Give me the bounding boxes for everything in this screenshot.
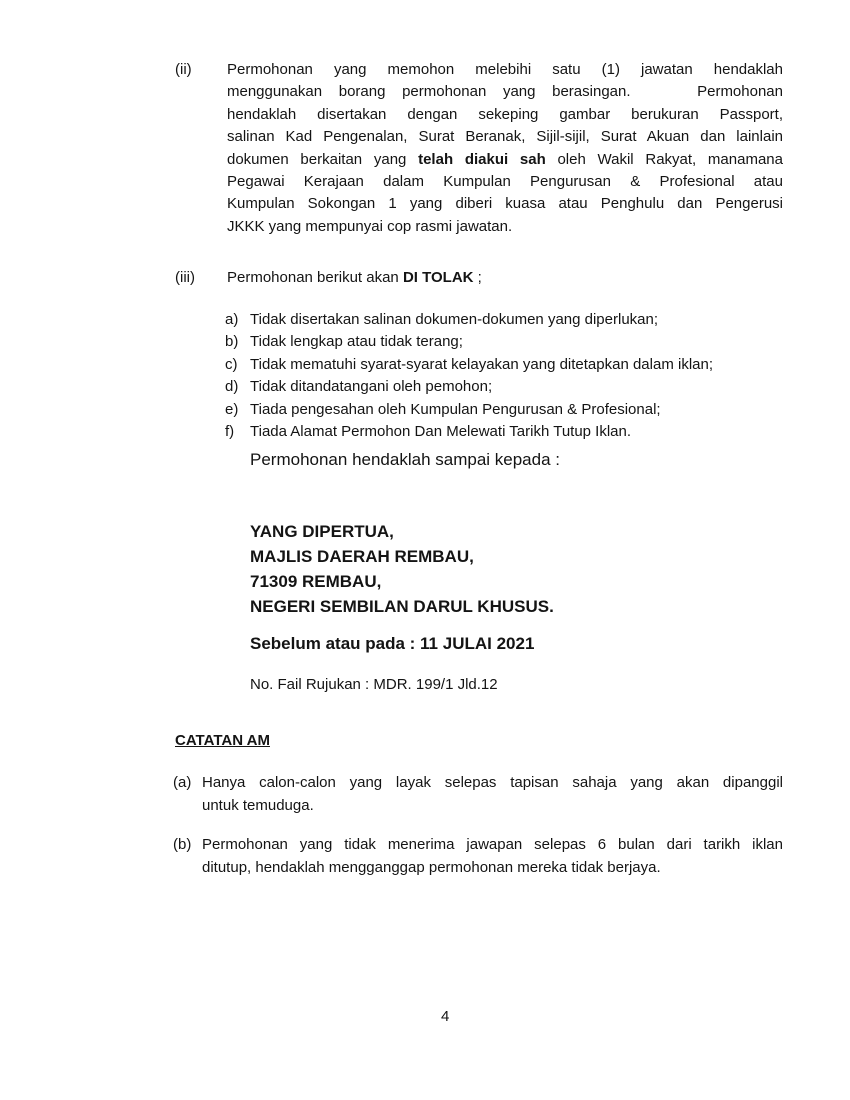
list-item xyxy=(225,399,713,421)
address-block xyxy=(250,519,554,619)
clause-ii-line-2: menggunakan borang permohonan yang berasingan. Permohonan xyxy=(227,83,783,101)
note-b-marker: (b) xyxy=(173,836,192,853)
file-reference: No. Fail Rujukan : MDR. 199/1 Jld.12 xyxy=(250,676,498,693)
clause-iii-marker: (iii) xyxy=(175,269,195,286)
list-item-text: Tidak ditandatangani oleh pemohon; xyxy=(250,378,493,396)
note-a-line-2: untuk temuduga. xyxy=(202,797,314,814)
list-item-text: Tidak mematuhi syarat-syarat kelayakan yang ditetapkan dalam iklan; xyxy=(250,355,714,373)
note-a-line-1: Hanya calon-calon yang layak selepas tapisan sahaja yang akan dipanggil xyxy=(202,774,783,791)
rejection-list xyxy=(225,309,713,443)
note-b-body xyxy=(202,833,783,879)
list-item xyxy=(225,376,713,398)
list-item-marker: d) xyxy=(225,378,239,396)
list-item-text: Tidak lengkap atau tidak terang; xyxy=(250,333,463,351)
note-b-line-1: Permohonan yang tidak menerima jawapan selepas 6 bulan dari tarikh iklan xyxy=(202,836,783,853)
clause-iii-post: ; xyxy=(473,269,482,286)
address-line-4: NEGERI SEMBILAN DARUL KHUSUS. xyxy=(250,597,554,616)
clause-iii-pre: Permohonan berikut akan xyxy=(227,269,403,286)
clause-iii-body xyxy=(227,267,482,289)
address-line-2: MAJLIS DAERAH REMBAU, xyxy=(250,547,474,566)
note-b-line-2: ditutup, hendaklah mengganggap permohonan mereka tidak berjaya. xyxy=(202,859,661,876)
clause-iii-bold: DI TOLAK xyxy=(402,269,474,286)
list-item-marker: c) xyxy=(225,355,238,373)
submit-heading: Permohonan hendaklah sampai kepada : xyxy=(250,450,560,469)
list-item-text: Tiada Alamat Permohon Dan Melewati Tarikh Tutup Iklan. xyxy=(250,423,632,441)
list-item-text: Tidak disertakan salinan dokumen-dokumen yang diperlukan; xyxy=(250,311,659,328)
list-item xyxy=(225,309,713,331)
clause-ii-line-5-post: oleh Wakil Rakyat, manamana xyxy=(545,150,783,168)
deadline-line: Sebelum atau pada : 11 JULAI 2021 xyxy=(250,634,535,653)
clause-ii-line-5-pre: dokumen berkaitan yang xyxy=(227,150,419,168)
clause-ii-line-6: Pegawai Kerajaan dalam Kumpulan Pengurusan & Profesional atau xyxy=(227,173,783,191)
page-number: 4 xyxy=(441,1008,450,1025)
clause-ii-line-5-bold: telah diakui sah xyxy=(418,150,546,168)
notes-heading: CATATAN AM xyxy=(175,732,270,749)
list-item-marker: a) xyxy=(225,311,239,328)
clause-ii-line-1: Permohonan yang memohon melebihi satu (1) jawatan hendaklah xyxy=(227,61,783,78)
clause-ii-line-7: Kumpulan Sokongan 1 yang diberi kuasa atau Penghulu dan Pengerusi xyxy=(227,195,783,213)
clause-ii xyxy=(175,59,783,238)
list-item xyxy=(225,354,713,376)
list-item-marker: b) xyxy=(225,333,239,351)
note-b xyxy=(173,833,783,879)
note-a-marker: (a) xyxy=(173,774,192,791)
clause-ii-marker: (ii) xyxy=(175,61,192,78)
note-a xyxy=(173,771,783,817)
list-item xyxy=(225,421,713,443)
list-item xyxy=(225,331,713,353)
clause-ii-body xyxy=(227,59,783,238)
clause-ii-line-5 xyxy=(227,149,783,171)
clause-ii-line-3: hendaklah disertakan dengan sekeping gambar berukuran Passport, xyxy=(227,105,783,123)
list-item-marker: e) xyxy=(225,400,239,418)
clause-iii xyxy=(175,267,482,289)
address-line-3: 71309 REMBAU, xyxy=(250,572,382,591)
list-item-marker: f) xyxy=(225,423,235,441)
list-item-text: Tiada pengesahan oleh Kumpulan Pengurusan & Profesional; xyxy=(250,400,661,418)
address-line-1: YANG DIPERTUA, xyxy=(250,522,394,541)
clause-ii-line-8: JKKK yang mempunyai cop rasmi jawatan. xyxy=(227,217,513,235)
note-a-body xyxy=(202,771,783,817)
clause-ii-line-4: salinan Kad Pengenalan, Surat Beranak, Sijil-sijil, Surat Akuan dan lainlain xyxy=(227,128,783,146)
